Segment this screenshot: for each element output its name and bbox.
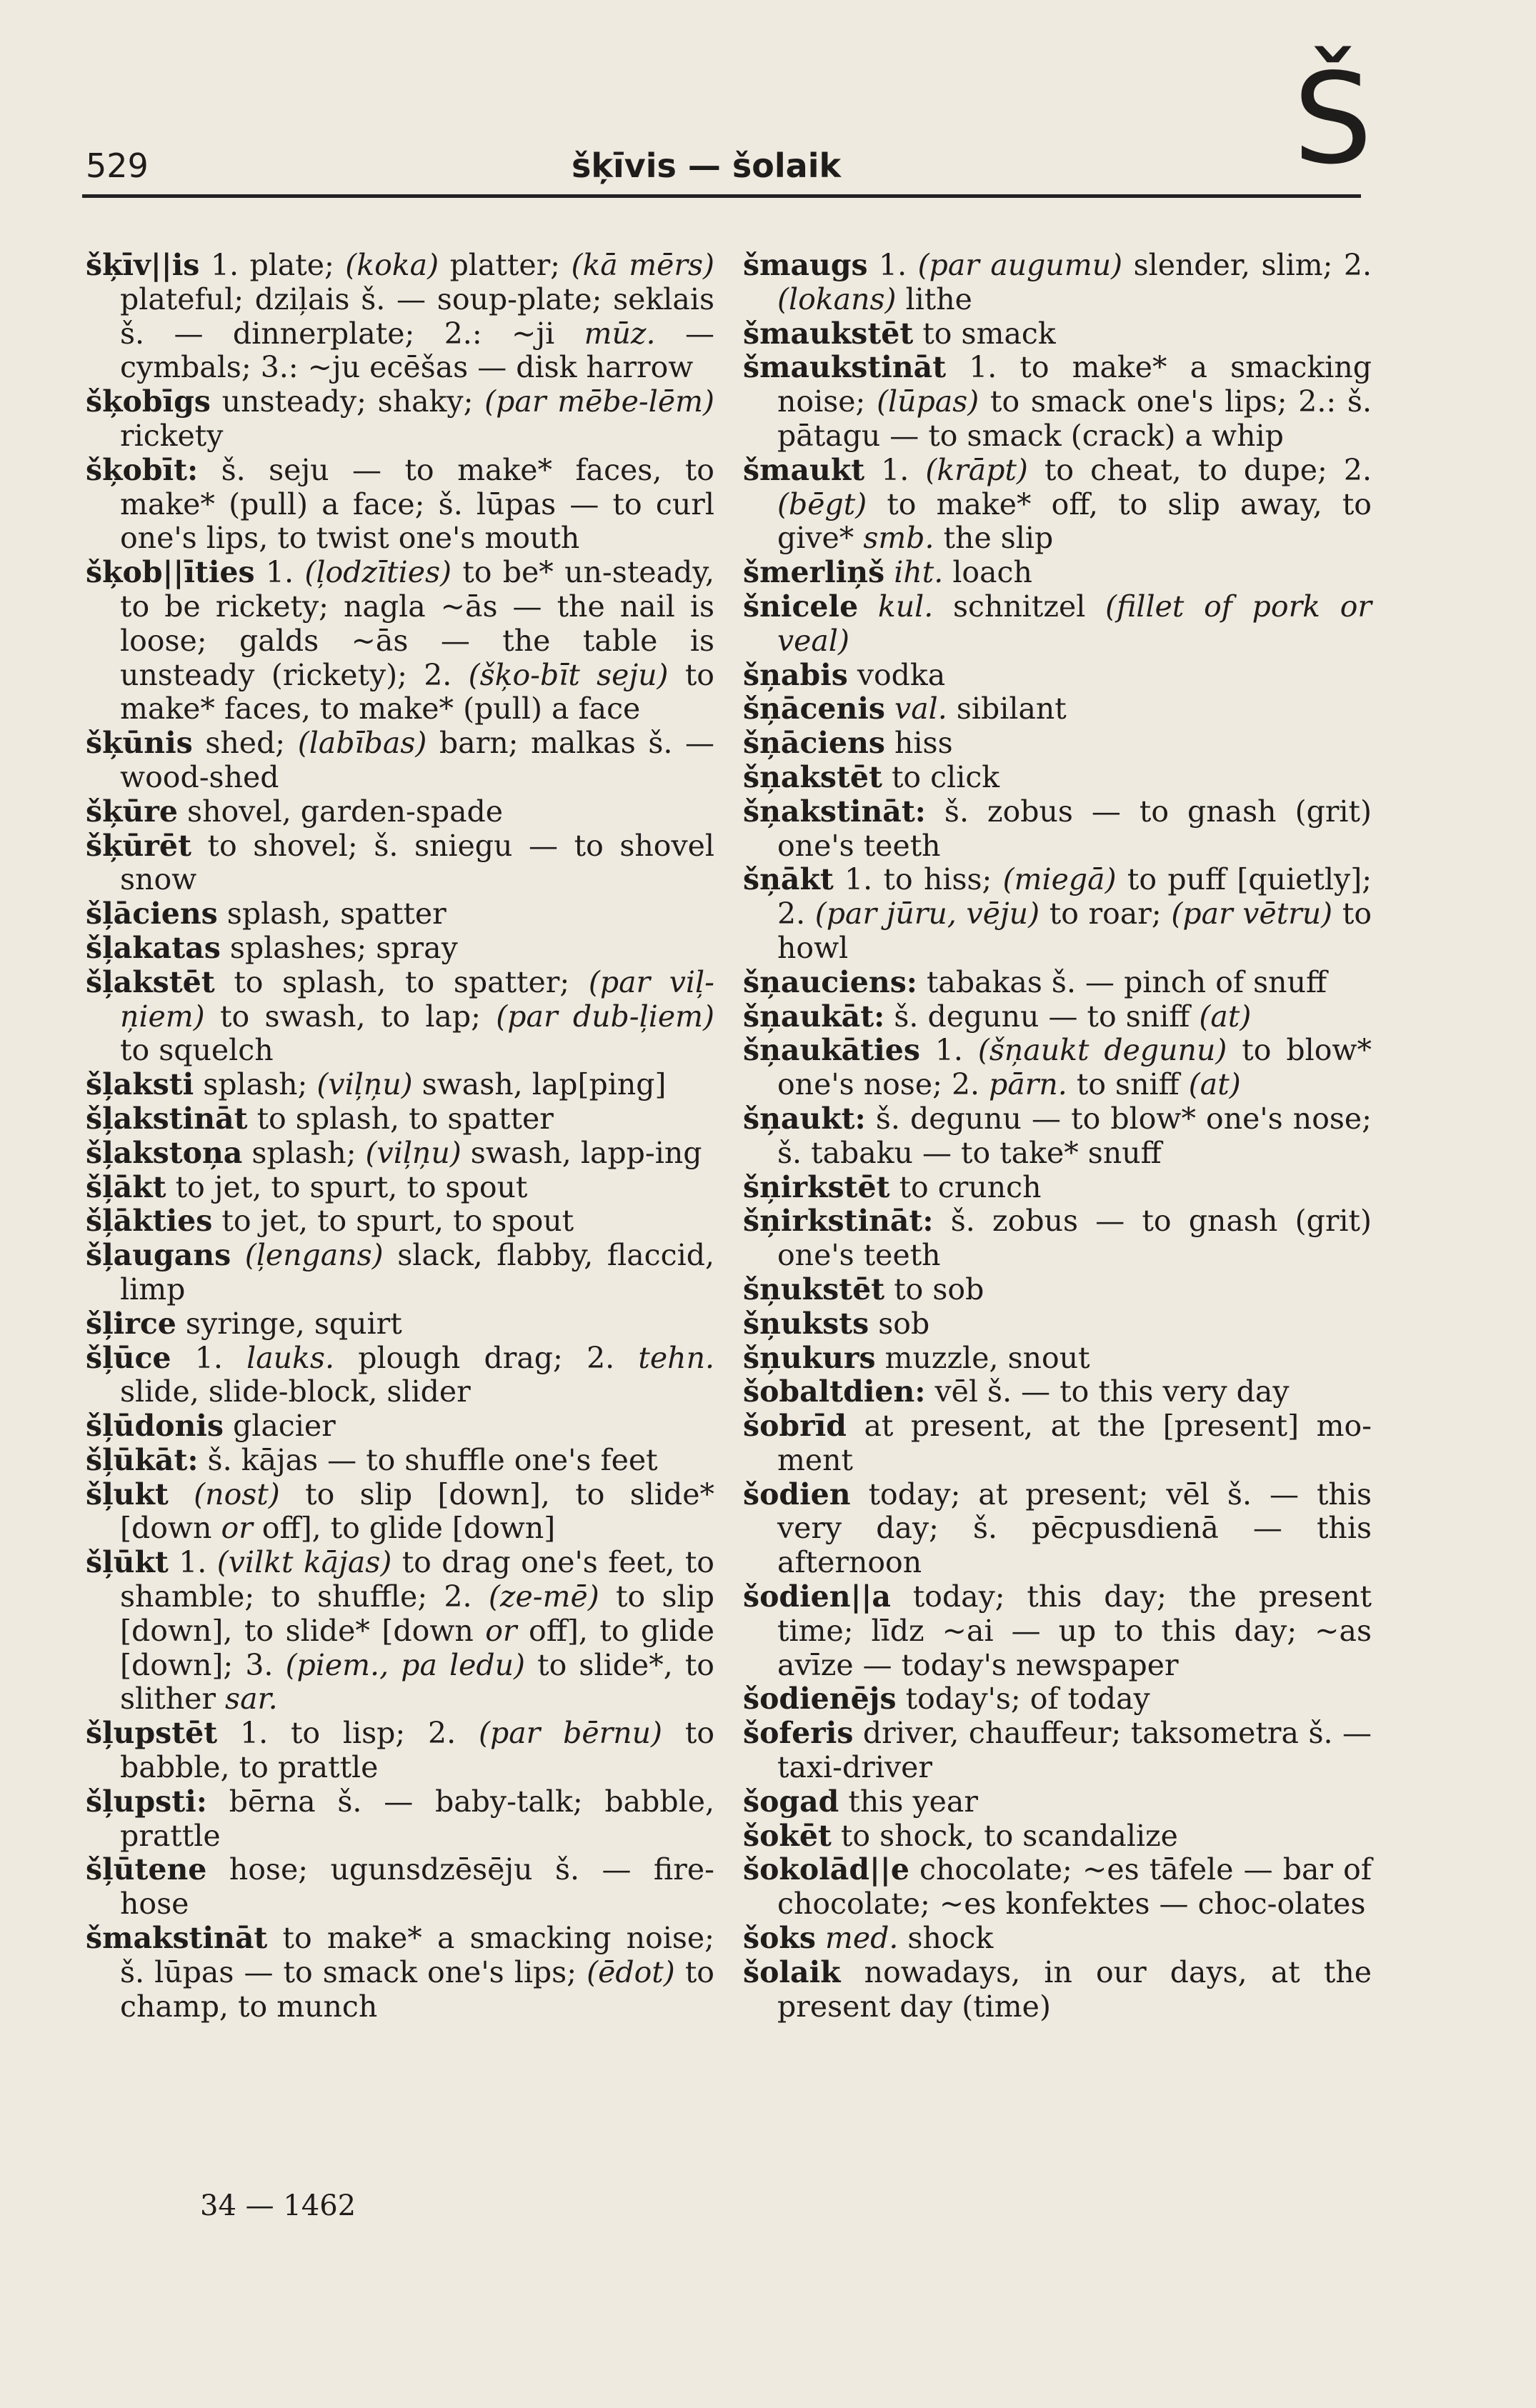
headword: šolaik [743,1954,841,1989]
dictionary-entry [743,1102,1372,1171]
italic-label: (bēgt) [777,486,867,521]
definition-text: to champ, to munch [120,1954,714,2024]
italic-label: pārn. [989,1067,1067,1102]
definition-text: to roar; [1039,896,1172,931]
dictionary-entry [86,966,714,1068]
dictionary-entry [86,1307,714,1342]
headword: šļūkt [86,1545,169,1580]
headword: šņakstēt [743,759,882,794]
dictionary-entry [743,1034,1372,1102]
headword: šokolād||e [743,1852,909,1887]
definition-text: splash, spatter [217,896,447,931]
dictionary-entry [86,385,714,454]
definition-text: š. degunu — to blow* one's nose; š. tabaku — to take* snuff [777,1101,1372,1170]
definition-text: to crunch [889,1169,1042,1204]
italic-label: kul. [877,589,934,624]
definition-text: to swash, to lap; [204,999,497,1034]
dictionary-entry [743,590,1372,659]
definition-text: swash, lap[ping] [412,1067,667,1102]
definition-text: hiss [884,726,953,761]
italic-label: (par mēbe-lēm) [484,384,714,419]
headword: šobrīd [743,1409,847,1444]
dictionary-entry [743,249,1372,317]
headword: šmaukstināt [743,350,947,385]
dictionary-entry [86,1136,714,1171]
headword: šļakatas [86,930,221,965]
definition-text: š. degunu — to sniff [884,999,1200,1034]
italic-label: (šņaukt degunu) [977,1033,1227,1068]
dictionary-entry [743,1717,1372,1785]
dictionary-entry [86,897,714,931]
dictionary-entry [743,1342,1372,1376]
headword: šoferis [743,1716,854,1751]
definition-text: to jet, to spurt, to spout [166,1169,528,1204]
definition-text: to cheat, to dupe; 2. [1027,452,1372,487]
headword: šļākties [86,1204,213,1239]
dictionary-entry [86,1444,714,1478]
headword: šļaugans [86,1238,231,1273]
headword: šķob||īties [86,555,255,590]
italic-label: (fillet of pork or veal) [777,589,1372,658]
headword: šļaksti [86,1067,194,1102]
dictionary-entry [86,1922,714,2024]
definition-text: to make* off, to slip away, to give* [777,486,1372,556]
dictionary-entry [743,761,1372,795]
headword: šķūre [86,794,178,829]
italic-label: (par viļ-ņiem) [120,964,714,1034]
definition-text: schnitzel [933,589,1106,624]
definition-text: to howl [777,896,1372,965]
definition-text [885,691,894,726]
dictionary-entry [86,1239,714,1307]
headword: šļūce [86,1340,171,1375]
dictionary-entry [743,317,1372,351]
definition-text: 1. plate; [199,248,346,282]
dictionary-entry [86,726,714,795]
definition-text: plough drag; 2. [334,1340,639,1375]
definition-text: 1. to make* a smacking noise; [777,350,1372,419]
italic-label: lauks. [246,1340,334,1375]
headword: šņirkstināt: [743,1204,934,1239]
italic-label: (koka) [345,248,439,282]
headword: šļukt [86,1477,169,1512]
dictionary-entry [743,1785,1372,1819]
definition-text: unsteady; shaky; [210,384,485,419]
italic-label: (viļņu) [316,1067,413,1102]
dictionary-entry [86,1409,714,1444]
italic-label: tehn. [638,1340,715,1375]
italic-label: (par bērnu) [479,1716,663,1751]
dictionary-entry [743,1204,1372,1273]
definition-text: 1. to hiss; [833,862,1003,897]
definition-text: to squelch [120,1033,274,1068]
dictionary-entry [743,1956,1372,2024]
italic-label: (lūpas) [877,384,979,419]
definition-text: to click [882,759,1000,794]
dictionary-entry [743,1580,1372,1682]
italic-label: iht. [894,555,944,590]
italic-label: (at) [1188,1067,1241,1102]
definition-text [858,589,878,624]
definition-text: to splash, to spatter; [214,964,589,999]
italic-label: (ļengans) [244,1238,384,1273]
definition-text: to slip [down], to slide* [down [120,1579,714,1648]
italic-label: (nost) [194,1477,280,1512]
headword: šokēt [743,1818,832,1853]
dictionary-entry [86,1102,714,1136]
headword: šļakstoņa [86,1135,243,1170]
italic-label: sar. [225,1682,278,1717]
dictionary-entry [743,1307,1372,1342]
definition-text: 1. [168,1545,217,1580]
italic-label: (par jūru, vēju) [814,896,1040,931]
definition-text: this year [839,1784,978,1819]
dictionary-entry [86,1717,714,1785]
italic-label: (ze-mē) [488,1579,599,1614]
definition-text [231,1238,245,1272]
page-number: 529 [86,146,149,185]
definition-text: to drag one's feet, to shamble; to shuffle; 2. [120,1545,714,1614]
definition-text: sob [869,1306,930,1341]
definition-text: to make* a smacking noise; š. lūpas — to smack one's lips; [120,1921,714,1989]
definition-text: vēl š. — to this very day [925,1374,1290,1409]
headword: šņākt [743,862,834,897]
dictionary-entry [743,863,1372,965]
italic-label: (at) [1199,999,1252,1034]
dictionary-entry [743,1171,1372,1205]
headword: šķobīgs [86,384,211,419]
definition-text: platter; [439,248,572,282]
header-rule [82,194,1361,198]
headword: šķobīt: [86,452,199,487]
italic-label: (miegā) [1002,862,1117,897]
definition-text: to slip [down], to slide* [down [120,1477,714,1546]
headword: šņukurs [743,1340,876,1375]
dictionary-entry [743,726,1372,761]
definition-text: to shock, to scandalize [831,1818,1178,1853]
dictionary-entry [743,1000,1372,1034]
dictionary-entry [86,1068,714,1102]
definition-text: glacier [223,1409,336,1444]
headword: šļakstēt [86,964,215,999]
definition-text: lithe [896,281,972,316]
italic-label: mūz. [584,316,656,351]
definition-text: to jet, to spurt, to spout [212,1204,574,1239]
definition-text: 1. [864,452,926,487]
headword: šmaukt [743,452,865,487]
dictionary-entry [743,1922,1372,1956]
headword: šņāciens [743,726,885,761]
headword: šļūkāt: [86,1442,199,1477]
definition-text: off], to glide [down]; 3. [120,1613,714,1682]
definition-text: to shovel; š. sniegu — to shovel snow [120,828,714,897]
headword: šņabis [743,657,848,692]
dictionary-entry [86,454,714,556]
headword: šļirce [86,1306,176,1341]
headword: šļupsti: [86,1784,207,1819]
italic-label: or [485,1613,517,1648]
italic-label: (par dub-ļiem) [496,999,714,1034]
headword: šogad [743,1784,839,1819]
italic-label: (par augumu) [917,248,1123,282]
definition-text: to make* faces, to make* (pull) a face [120,657,714,726]
dictionary-entry [743,556,1372,590]
dictionary-entry [86,829,714,898]
definition-text: 1. [171,1340,247,1375]
headword: šļakstināt [86,1101,248,1136]
definition-text: to puff [quietly]; 2. [777,862,1372,931]
dictionary-entry [86,1546,714,1717]
definition-text: muzzle, snout [875,1340,1090,1375]
dictionary-entry [86,249,714,385]
italic-label: (par vētru) [1171,896,1333,931]
definition-text: plateful; dziļais š. — soup-plate; seklais š. — dinnerplate; 2.: ~ji [120,281,714,351]
definition-text: š. zobus — to gnash (grit) one's teeth [777,1204,1372,1273]
italic-label: smb. [863,521,934,556]
dictionary-entry [743,692,1372,726]
dictionary-entry [86,1342,714,1410]
headword: šoks [743,1921,816,1956]
italic-label: med. [824,1921,899,1956]
headword: šķūrēt [86,828,191,863]
dictionary-entry [743,1273,1372,1307]
definition-text: to babble, to prattle [120,1716,715,1785]
definition-text: nowadays, in our days, at the present day (time) [777,1954,1372,2024]
dictionary-entry [743,351,1372,453]
definition-text: syringe, squirt [176,1306,402,1341]
headword: šmaugs [743,248,868,282]
definition-text [169,1477,194,1512]
definition-text: today; this day; the present time; līdz ~ai — up to this day; ~as avīze — today's newspaper [777,1579,1372,1682]
headword: šņaukāt: [743,999,885,1034]
definition-text: š. kājas — to shuffle one's feet [198,1442,658,1477]
definition-text: the slip [934,521,1054,556]
definition-text: to smack [913,316,1056,351]
dictionary-entry [743,1375,1372,1409]
definition-text: sibilant [947,691,1067,726]
definition-text: off], to glide [down] [252,1511,556,1546]
headword: šņaukāties [743,1033,920,1068]
definition-text: today; at present; vēl š. — this very day; š. pēcpusdienā — this afternoon [777,1477,1372,1580]
italic-label: (lokans) [777,281,897,316]
dictionary-entry [743,1478,1372,1580]
definition-text: slender, slim; 2. [1122,248,1372,282]
dictionary-entry [743,1853,1372,1922]
headword: šļūdonis [86,1409,224,1444]
italic-label: (ļodzīties) [304,555,452,590]
definition-text: barn; malkas š. — wood-shed [120,726,714,794]
dictionary-entry [743,966,1372,1000]
definition-text: š. seju — to make* faces, to make* (pull) a face; š. lūpas — to curl one's lips, to twist one's mouth [120,452,714,556]
definition-text: swash, lapp-ing [461,1135,702,1170]
definition-text: to slide*, to slither [120,1647,714,1717]
headword: šobaltdien: [743,1374,926,1409]
section-letter: Š [1293,47,1373,192]
definition-text: shock [898,1921,994,1956]
dictionary-entry [86,1204,714,1239]
definition-text: hose; ugunsdzēsēju š. — fire-hose [120,1852,714,1922]
definition-text: 1. [254,555,305,590]
headword: šļupstēt [86,1716,218,1751]
headword: šodien||a [743,1579,891,1614]
definition-text: to blow* one's nose; 2. [777,1033,1372,1102]
definition-text: splash; [194,1067,317,1102]
running-title: šķīvis — šolaik [572,146,842,185]
headword: šļūtene [86,1852,207,1887]
definition-text: vodka [847,657,946,692]
dictionary-entry [743,795,1372,864]
definition-text: shovel, garden-spade [178,794,504,829]
headword: šodien [743,1477,851,1512]
definition-text: š. zobus — to gnash (grit) one's teeth [777,794,1372,863]
definition-text: chocolate; ~es tāfele — bar of chocolate; ~es konfektes — choc-olates [777,1852,1372,1922]
definition-text: splash; [242,1135,366,1170]
dictionary-entry [86,1478,714,1547]
headword: šmaukstēt [743,316,914,351]
definition-text: to smack one's lips; 2.: š. pātagu — to smack (crack) a whip [777,384,1372,453]
italic-label: val. [894,691,947,726]
left-column [86,249,714,2024]
headword: šļāciens [86,896,218,931]
italic-label: (krāpt) [925,452,1028,487]
definition-text: 1. [919,1033,978,1068]
definition-text [816,1921,825,1955]
printer-signature: 34 — 1462 [200,2189,356,2222]
definition-text: at present, at the [present] mo-ment [777,1409,1372,1477]
dictionary-entry [743,1409,1372,1478]
definition-text [884,555,894,589]
dictionary-entry [86,931,714,966]
headword: šmerliņš [743,555,885,590]
headword: šodienējs [743,1682,897,1717]
right-column [743,249,1372,2024]
definition-text: loach [943,555,1032,590]
italic-label: (kā mērs) [571,248,714,282]
definition-text: shed; [192,726,298,761]
italic-label: or [221,1511,253,1546]
headword: šņauciens: [743,964,917,999]
dictionary-entry [86,1785,714,1854]
italic-label: (vilkt kājas) [216,1545,392,1580]
definition-text: to sob [884,1272,984,1307]
italic-label: (ēdot) [587,1954,675,1989]
headword: šņirkstēt [743,1169,890,1204]
italic-label: (labības) [297,726,427,761]
dictionary-entry [743,454,1372,556]
dictionary-entry [743,1819,1372,1854]
headword: šmakstināt [86,1921,268,1956]
dictionary-entry [86,795,714,829]
headword: šļākt [86,1169,166,1204]
definition-text: today's; of today [896,1682,1150,1717]
definition-text: slack, flabby, flaccid, limp [120,1238,714,1307]
dictionary-entry [86,1853,714,1922]
italic-label: (piem., pa ledu) [285,1647,526,1682]
definition-text: tabakas š. — pinch of snuff [917,964,1327,999]
definition-text: — cymbals; 3.: ~ju ecēšas — disk harrow [120,316,714,385]
definition-text: 1. to lisp; 2. [217,1716,479,1751]
headword: šņaukt: [743,1101,866,1136]
definition-text: bērna š. — baby-talk; babble, prattle [120,1784,714,1853]
headword: šņuksts [743,1306,869,1341]
definition-text: to sniff [1067,1067,1189,1102]
headword: šņācenis [743,691,885,726]
italic-label: (viļņu) [365,1135,462,1170]
definition-text: to splash, to spatter [247,1101,554,1136]
definition-text: splashes; spray [220,930,458,965]
definition-text: rickety [120,418,224,453]
dictionary-entry [86,1171,714,1205]
definition-text: driver, chauffeur; taksometra š. — taxi-driver [777,1716,1372,1785]
headword: šņakstināt: [743,794,926,829]
dictionary-entry [743,659,1372,693]
definition-text: to be* un-steady, to be rickety; nagla ~ās — the nail is loose; galds ~ās — the table is unsteady (rickety); 2. [120,555,715,692]
italic-label: (šķo-bīt seju) [468,657,669,692]
dictionary-entry [743,1682,1372,1717]
definition-text: 1. [867,248,918,282]
headword: šķīv||is [86,248,200,282]
headword: šķūnis [86,726,193,761]
dictionary-entry [86,556,714,726]
definition-text: slide, slide-block, slider [120,1374,471,1409]
headword: šņukstēt [743,1272,885,1307]
headword: šnicele [743,589,859,624]
